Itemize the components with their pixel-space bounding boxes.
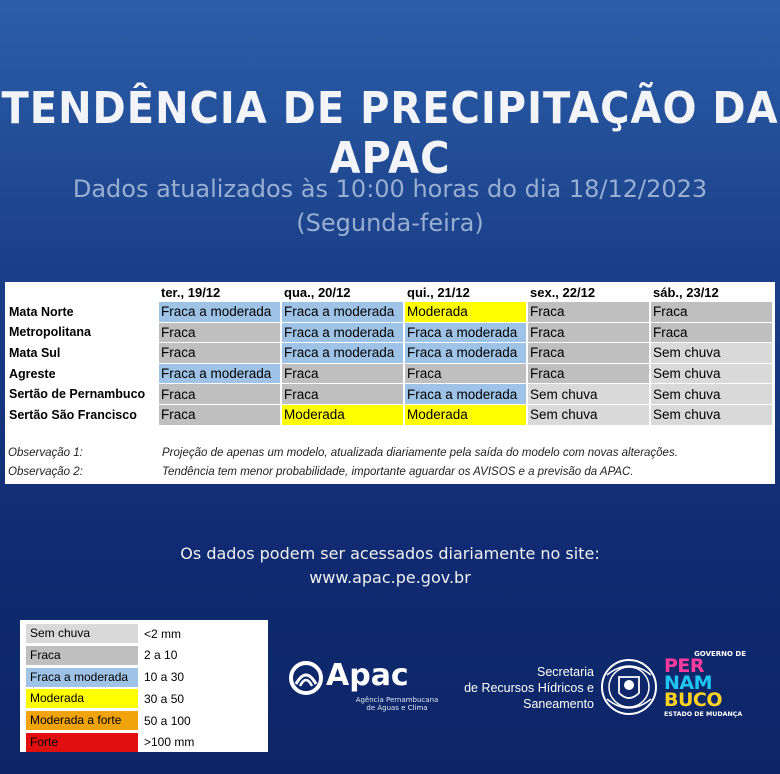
region-name: Sertão São Francisco	[9, 407, 137, 422]
region-name: Agreste	[9, 366, 56, 381]
secretaria-line: Secretaria	[537, 665, 594, 679]
day-header: ter., 19/12	[161, 284, 221, 300]
legend-swatch: Sem chuva	[26, 624, 138, 643]
observation-2	[8, 466, 634, 478]
legend-item	[26, 667, 262, 688]
forecast-cell: Fraca a moderada	[282, 323, 403, 343]
legend-range: 30 a 50	[144, 691, 185, 706]
gov-word: BUCO	[664, 689, 723, 711]
forecast-panel	[5, 282, 775, 484]
day-header: qui., 21/12	[407, 284, 470, 300]
forecast-cell: Fraca a moderada	[405, 343, 526, 363]
day-header: sex., 22/12	[530, 284, 596, 300]
legend-item	[26, 710, 262, 731]
forecast-cell: Fraca	[528, 302, 649, 322]
forecast-cell: Fraca	[282, 364, 403, 384]
day-header: sáb., 23/12	[653, 284, 719, 300]
site-url[interactable]: www.apac.pe.gov.br	[309, 568, 471, 587]
legend-swatch: Moderada a forte	[26, 711, 138, 730]
forecast-cell: Fraca	[528, 343, 649, 363]
apac-logo-icon	[288, 660, 324, 696]
forecast-cell: Moderada	[282, 405, 403, 425]
forecast-cell: Fraca	[528, 364, 649, 384]
legend-range: >100 mm	[144, 735, 195, 750]
legend-swatch: Moderada	[26, 689, 138, 708]
legend-range: 50 a 100	[144, 713, 191, 728]
observation-label: Observação 1:	[8, 447, 83, 459]
observation-label: Observação 2:	[8, 466, 83, 478]
observation-1	[8, 447, 678, 459]
apac-name: Apac	[326, 658, 409, 693]
region-name: Mata Sul	[9, 345, 61, 360]
day-header: qua., 20/12	[284, 284, 351, 300]
region-name: Mata Norte	[9, 304, 74, 319]
apac-logo	[286, 656, 446, 716]
update-info	[0, 172, 780, 240]
legend-item	[26, 623, 262, 644]
apac-subtitle-line: Agência Pernambucana	[355, 696, 439, 704]
region-header	[7, 283, 157, 301]
forecast-cell: Fraca	[528, 323, 649, 343]
table-row	[7, 384, 772, 404]
region-name: Sertão de Pernambuco	[9, 387, 146, 402]
forecast-cell: Fraca	[651, 323, 772, 343]
legend-range: 10 a 30	[144, 670, 185, 685]
legend-range: <2 mm	[144, 626, 182, 641]
forecast-cell: Fraca	[282, 384, 403, 404]
forecast-cell: Fraca	[405, 364, 526, 384]
legend-swatch: Fraca	[26, 646, 138, 665]
legend-item	[26, 732, 262, 753]
table-row	[7, 323, 772, 343]
forecast-cell: Fraca	[159, 384, 280, 404]
gov-bottom: ESTADO DE MUDANÇA	[664, 711, 743, 718]
forecast-cell: Sem chuva	[651, 405, 772, 425]
governo-pernambuco-logo	[664, 650, 750, 722]
forecast-cell: Sem chuva	[651, 384, 772, 404]
forecast-cell: Fraca a moderada	[282, 343, 403, 363]
legend-range: 2 a 10	[144, 648, 178, 663]
forecast-header-row	[7, 283, 772, 301]
forecast-table	[5, 282, 774, 426]
gov-word: NAM	[664, 672, 713, 694]
gov-word: PER	[664, 655, 705, 677]
forecast-cell: Fraca	[159, 405, 280, 425]
forecast-cell: Fraca a moderada	[405, 323, 526, 343]
legend-swatch: Fraca a moderada	[26, 668, 138, 687]
secretaria-line: de Recursos Hídricos e	[464, 681, 594, 695]
legend-swatch: Forte	[26, 733, 138, 752]
update-datetime: Dados atualizados às 10:00 horas do dia 18/12/2023	[72, 175, 708, 203]
apac-subtitle	[352, 696, 442, 712]
table-row	[7, 302, 772, 322]
forecast-cell: Fraca	[159, 343, 280, 363]
secretaria-line: Saneamento	[523, 697, 594, 711]
forecast-cell: Moderada	[405, 405, 526, 425]
forecast-cell: Fraca	[651, 302, 772, 322]
table-row	[7, 405, 772, 425]
forecast-cell: Sem chuva	[651, 364, 772, 384]
legend-item	[26, 645, 262, 666]
forecast-cell: Fraca	[159, 323, 280, 343]
legend-item	[26, 688, 262, 709]
forecast-cell: Fraca a moderada	[405, 384, 526, 404]
secretaria-label	[446, 664, 594, 712]
observation-text: Tendência tem menor probabilidade, importante aguardar os AVISOS e a previsão da APAC.	[162, 466, 634, 478]
gov-top: GOVERNO DE	[694, 650, 746, 658]
region-name: Metropolitana	[9, 325, 91, 340]
forecast-cell: Fraca a moderada	[159, 364, 280, 384]
pernambuco-seal-icon	[597, 655, 661, 719]
forecast-cell: Fraca a moderada	[282, 302, 403, 322]
apac-subtitle-line: de Águas e Clima	[366, 704, 428, 712]
forecast-cell: Moderada	[405, 302, 526, 322]
forecast-cell: Sem chuva	[528, 384, 649, 404]
forecast-cell: Sem chuva	[528, 405, 649, 425]
page-title: TENDÊNCIA DE PRECIPITAÇÃO DA APAC	[1, 84, 779, 184]
table-row	[7, 364, 772, 384]
observation-text: Projeção de apenas um modelo, atualizada diariamente pela saída do modelo com novas alterações.	[162, 447, 678, 459]
forecast-cell: Fraca a moderada	[159, 302, 280, 322]
legend	[20, 620, 268, 752]
update-weekday: (Segunda-feira)	[296, 209, 484, 237]
table-row	[7, 343, 772, 363]
access-text: Os dados podem ser acessados diariamente no site:	[180, 544, 600, 563]
forecast-cell: Sem chuva	[651, 343, 772, 363]
